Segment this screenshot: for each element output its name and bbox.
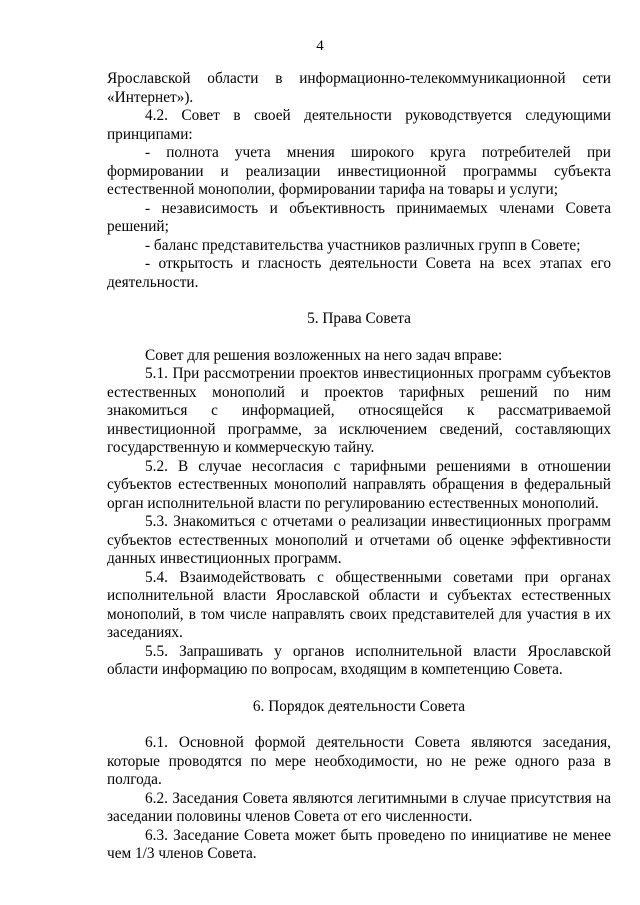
paragraph: Совет для решения возложенных на него задач вправе: <box>145 346 503 364</box>
paragraph: 6.3. Заседание Совета может быть проведено по инициативе не менее чем 1/3 членов Совета. <box>107 826 611 862</box>
paragraph: 5.2. В случае несогласия с тарифными решениями в отношении субъектов естественных монополий направлять обращения в федеральный орган исполнительной власти по регулированию естественных монополий. <box>107 457 611 512</box>
paragraph: 5.3. Знакомиться с отчетами о реализации инвестиционных программ субъектов естественных монополий и отчетами об оценке эффективности данных инвестиционных программ. <box>107 513 611 567</box>
section-heading: 6. Порядок деятельности Совета <box>252 697 466 715</box>
paragraph: 5.1. При рассмотрении проектов инвестиционных программ субъектов естественных монополий и проектов тарифных решений по ним знакомиться с информацией, относящейся к рассматриваемой инвестиционной программе, за исключением сведений, составляющих государственную и коммерческую тайну. <box>107 365 611 456</box>
paragraph: 5.4. Взаимодействовать с общественными советами при органах исполнительной власти Ярославской области и субъектах естественных монополий, в том числе направлять своих представителей для участия в их заседаниях. <box>107 568 611 641</box>
list-item: - открытость и гласность деятельности Совета на всех этапах его деятельности. <box>107 255 611 291</box>
list-item: - баланс представительства участников различных групп в Совете; <box>145 236 581 254</box>
page-number: 4 <box>316 38 324 54</box>
document-body <box>107 70 611 864</box>
list-item: - независимость и объективность принимаемых членами Совета решений; <box>107 199 611 235</box>
paragraph: 6.2. Заседания Совета являются легитимными в случае присутствия на заседании половины членов Совета от его численности. <box>107 789 611 825</box>
paragraph: 5.5. Запрашивать у органов исполнительной власти Ярославской области информацию по вопросам, входящим в компетенцию Совета. <box>107 642 611 678</box>
list-item: - полнота учета мнения широкого круга потребителей при формировании и реализации инвестиционной программы субъекта естественной монополии, формировании тарифа на товары и услуги; <box>107 144 611 198</box>
paragraph: 6.1. Основной формой деятельности Совета являются заседания, которые проводятся по мере необходимости, но не реже одного раза в полгода. <box>107 734 611 788</box>
paragraph: Ярославской области в информационно-телекоммуникационной сети «Интернет»). <box>107 70 611 106</box>
section-heading: 5. Права Совета <box>307 310 411 327</box>
paragraph: 4.2. Совет в своей деятельности руководствуется следующими принципами: <box>107 107 611 143</box>
